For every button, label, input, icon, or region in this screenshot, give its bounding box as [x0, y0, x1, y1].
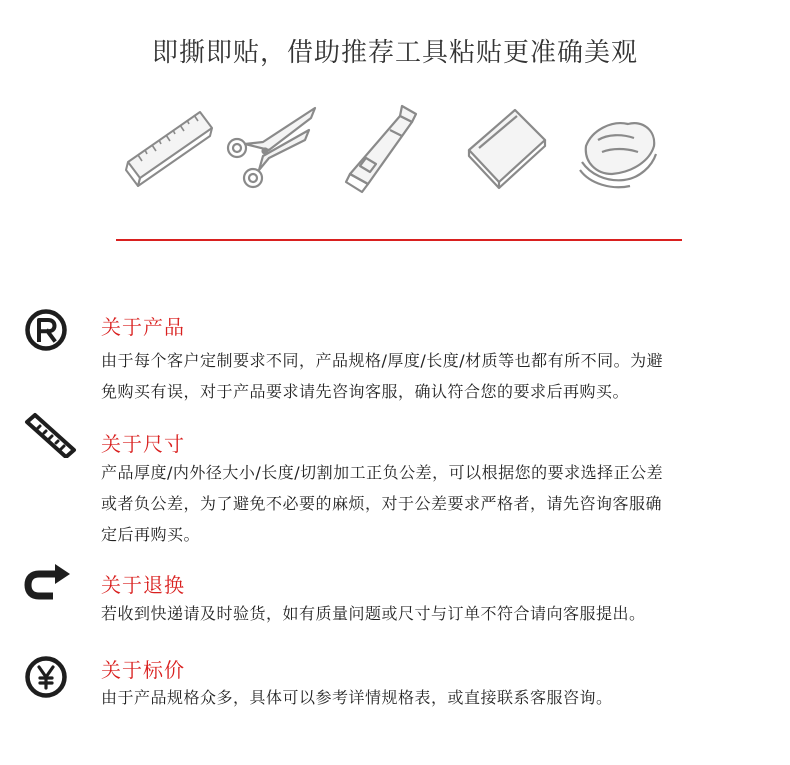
- card-squeegee-icon: [465, 100, 565, 200]
- section-title: 关于尺寸: [101, 432, 185, 456]
- headline: 即撕即贴，借助推荐工具粘贴更准确美观: [151, 38, 638, 68]
- section-body: [101, 345, 781, 407]
- section-title: 关于产品: [101, 315, 185, 339]
- ruler-icon: [120, 100, 220, 200]
- section-body: [101, 682, 781, 713]
- divider: [116, 239, 682, 241]
- section-line: 或者负公差，为了避免不必要的麻烦，对于公差要求严格者，请先咨询客服确: [101, 494, 663, 513]
- section-line: 定后再购买。: [101, 525, 201, 544]
- registered-mark-icon: [23, 307, 69, 353]
- section-line: 若收到快递请及时验货，如有质量问题或尺寸与订单不符合请向客服提出。: [101, 604, 646, 623]
- section-line: 由于每个客户定制要求不同，产品规格/厚度/长度/材质等也都有所不同。为避: [101, 351, 664, 370]
- section-body: [101, 598, 781, 629]
- recommended-tools: [120, 100, 680, 200]
- section-line: 由于产品规格众多，具体可以参考详情规格表，或直接联系客服咨询。: [101, 688, 613, 707]
- scissors-icon: [223, 100, 323, 200]
- yen-icon: [23, 654, 69, 700]
- section-line: 免购买有误，对于产品要求请先咨询客服，确认符合您的要求后再购买。: [101, 382, 630, 401]
- return-arrow-icon: [23, 562, 73, 604]
- cloth-icon: [572, 100, 672, 200]
- section-body: [101, 457, 781, 550]
- section-line: 产品厚度/内外径大小/长度/切割加工正负公差，可以根据您的要求选择正公差: [101, 463, 664, 482]
- section-title: 关于退换: [101, 573, 185, 597]
- utility-knife-icon: [330, 100, 430, 200]
- ruler-icon: [23, 412, 77, 458]
- section-title: 关于标价: [101, 658, 185, 682]
